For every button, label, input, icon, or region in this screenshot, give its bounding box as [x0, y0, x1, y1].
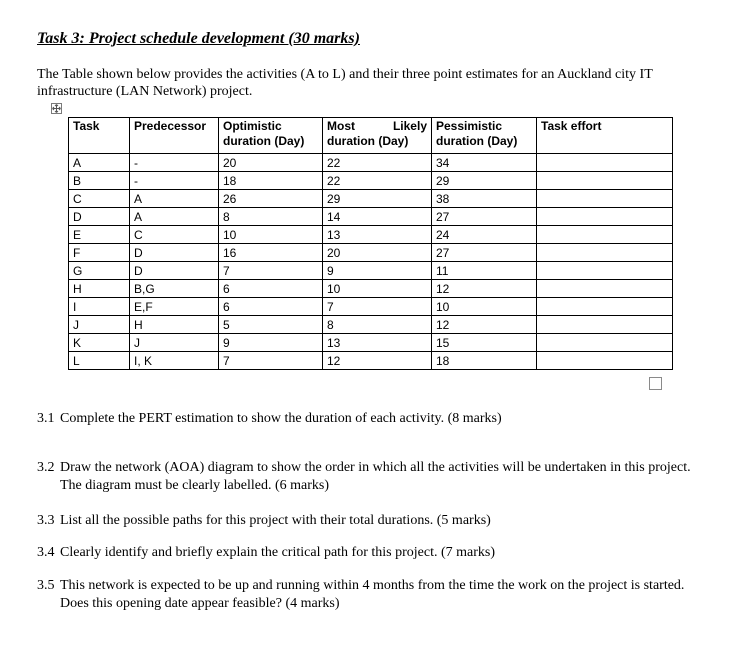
- cell-pessimistic: 18: [432, 352, 537, 370]
- cell-predecessor: I, K: [130, 352, 219, 370]
- table-row: [69, 226, 673, 244]
- cell-pessimistic: 11: [432, 262, 537, 280]
- cell-optimistic: 26: [219, 190, 323, 208]
- cell-most-likely: 29: [323, 190, 432, 208]
- header-most-likely-word2: Likely: [392, 119, 427, 133]
- cell-optimistic: 20: [219, 154, 323, 172]
- cell-pessimistic: 24: [432, 226, 537, 244]
- move-arrows-icon: [52, 104, 61, 113]
- cell-most-likely: 22: [323, 172, 432, 190]
- cell-pessimistic: 12: [432, 280, 537, 298]
- header-task-effort: Task effort: [537, 118, 673, 154]
- question-text: Clearly identify and briefly explain the critical path for this project. (7 marks): [60, 545, 496, 560]
- question-text: Complete the PERT estimation to show the duration of each activity. (8 marks): [60, 411, 502, 426]
- cell-optimistic: 7: [219, 352, 323, 370]
- cell-task-effort[interactable]: [537, 190, 673, 208]
- cell-predecessor: C: [130, 226, 219, 244]
- cell-task: D: [69, 208, 130, 226]
- intro-paragraph: The Table shown below provides the activities (A to L) and their three point estimates for an Auckland city IT infrastructure (LAN Network) project.: [37, 67, 653, 99]
- cell-most-likely: 9: [323, 262, 432, 280]
- question-number: 3.1: [37, 411, 55, 426]
- cell-task-effort[interactable]: [537, 334, 673, 352]
- header-optimistic: Optimistic duration (Day): [219, 118, 323, 154]
- question-3-3: [37, 512, 697, 530]
- cell-task-effort[interactable]: [537, 172, 673, 190]
- cell-most-likely: 14: [323, 208, 432, 226]
- question-number: 3.3: [37, 513, 55, 528]
- question-3-5: [37, 577, 697, 613]
- cell-task: K: [69, 334, 130, 352]
- cell-optimistic: 7: [219, 262, 323, 280]
- cell-predecessor: B,G: [130, 280, 219, 298]
- header-most-likely-word1: Most: [327, 119, 355, 133]
- table-header-row: [69, 118, 673, 154]
- cell-task: G: [69, 262, 130, 280]
- cell-pessimistic: 27: [432, 208, 537, 226]
- cell-pessimistic: 12: [432, 316, 537, 334]
- cell-most-likely: 13: [323, 334, 432, 352]
- question-text: Draw the network (AOA) diagram to show the order in which all the activities will be undertaken in this project. The diagram must be clearly labelled. (6 marks): [60, 460, 691, 493]
- cell-optimistic: 10: [219, 226, 323, 244]
- cell-task-effort[interactable]: [537, 316, 673, 334]
- cell-optimistic: 8: [219, 208, 323, 226]
- estimates-table: [68, 117, 673, 370]
- cell-task-effort[interactable]: [537, 262, 673, 280]
- task-title: Task 3: Project schedule development (30 marks): [37, 30, 360, 47]
- table-row: [69, 262, 673, 280]
- cell-task: B: [69, 172, 130, 190]
- table-row: [69, 172, 673, 190]
- cell-task-effort[interactable]: [537, 208, 673, 226]
- question-3-1: [37, 410, 697, 428]
- table-row: [69, 352, 673, 370]
- question-text: List all the possible paths for this project with their total durations. (5 marks): [60, 513, 491, 528]
- cell-pessimistic: 15: [432, 334, 537, 352]
- question-3-2: [37, 459, 697, 495]
- table-row: [69, 208, 673, 226]
- cell-optimistic: 5: [219, 316, 323, 334]
- cell-most-likely: 8: [323, 316, 432, 334]
- cell-most-likely: 20: [323, 244, 432, 262]
- question-number: 3.2: [37, 460, 55, 475]
- header-most-likely: [323, 118, 432, 154]
- cell-optimistic: 6: [219, 298, 323, 316]
- header-predecessor: Predecessor: [130, 118, 219, 154]
- cell-task-effort[interactable]: [537, 352, 673, 370]
- cell-optimistic: 6: [219, 280, 323, 298]
- cell-predecessor: D: [130, 244, 219, 262]
- cell-task: I: [69, 298, 130, 316]
- table-resize-handle[interactable]: [649, 377, 662, 390]
- question-number: 3.5: [37, 578, 55, 593]
- cell-task: F: [69, 244, 130, 262]
- cell-optimistic: 18: [219, 172, 323, 190]
- header-pessimistic: Pessimistic duration (Day): [432, 118, 537, 154]
- cell-most-likely: 10: [323, 280, 432, 298]
- cell-task-effort[interactable]: [537, 280, 673, 298]
- cell-task-effort[interactable]: [537, 244, 673, 262]
- table-row: [69, 154, 673, 172]
- cell-task: H: [69, 280, 130, 298]
- cell-most-likely: 12: [323, 352, 432, 370]
- table-row: [69, 190, 673, 208]
- cell-optimistic: 16: [219, 244, 323, 262]
- table-row: [69, 280, 673, 298]
- cell-predecessor: A: [130, 190, 219, 208]
- table-row: [69, 298, 673, 316]
- cell-predecessor: -: [130, 172, 219, 190]
- header-task: Task: [69, 118, 130, 154]
- cell-predecessor: D: [130, 262, 219, 280]
- table-row: [69, 334, 673, 352]
- cell-pessimistic: 34: [432, 154, 537, 172]
- cell-task: L: [69, 352, 130, 370]
- table-move-handle[interactable]: [51, 103, 62, 114]
- header-most-likely-unit: duration (Day): [327, 134, 409, 148]
- cell-predecessor: -: [130, 154, 219, 172]
- cell-task-effort[interactable]: [537, 298, 673, 316]
- question-text: This network is expected to be up and running within 4 months from the time the work on the project is started. Does this opening date appear feasible? (4 marks): [60, 578, 685, 611]
- cell-task: J: [69, 316, 130, 334]
- cell-most-likely: 22: [323, 154, 432, 172]
- cell-predecessor: E,F: [130, 298, 219, 316]
- cell-task-effort[interactable]: [537, 154, 673, 172]
- cell-pessimistic: 27: [432, 244, 537, 262]
- cell-optimistic: 9: [219, 334, 323, 352]
- question-3-4: [37, 544, 697, 562]
- cell-most-likely: 13: [323, 226, 432, 244]
- table-row: [69, 244, 673, 262]
- cell-task: E: [69, 226, 130, 244]
- cell-pessimistic: 29: [432, 172, 537, 190]
- cell-task: C: [69, 190, 130, 208]
- cell-predecessor: J: [130, 334, 219, 352]
- cell-predecessor: A: [130, 208, 219, 226]
- question-number: 3.4: [37, 545, 55, 560]
- cell-predecessor: H: [130, 316, 219, 334]
- cell-task-effort[interactable]: [537, 226, 673, 244]
- cell-pessimistic: 10: [432, 298, 537, 316]
- cell-pessimistic: 38: [432, 190, 537, 208]
- table-row: [69, 316, 673, 334]
- cell-most-likely: 7: [323, 298, 432, 316]
- cell-task: A: [69, 154, 130, 172]
